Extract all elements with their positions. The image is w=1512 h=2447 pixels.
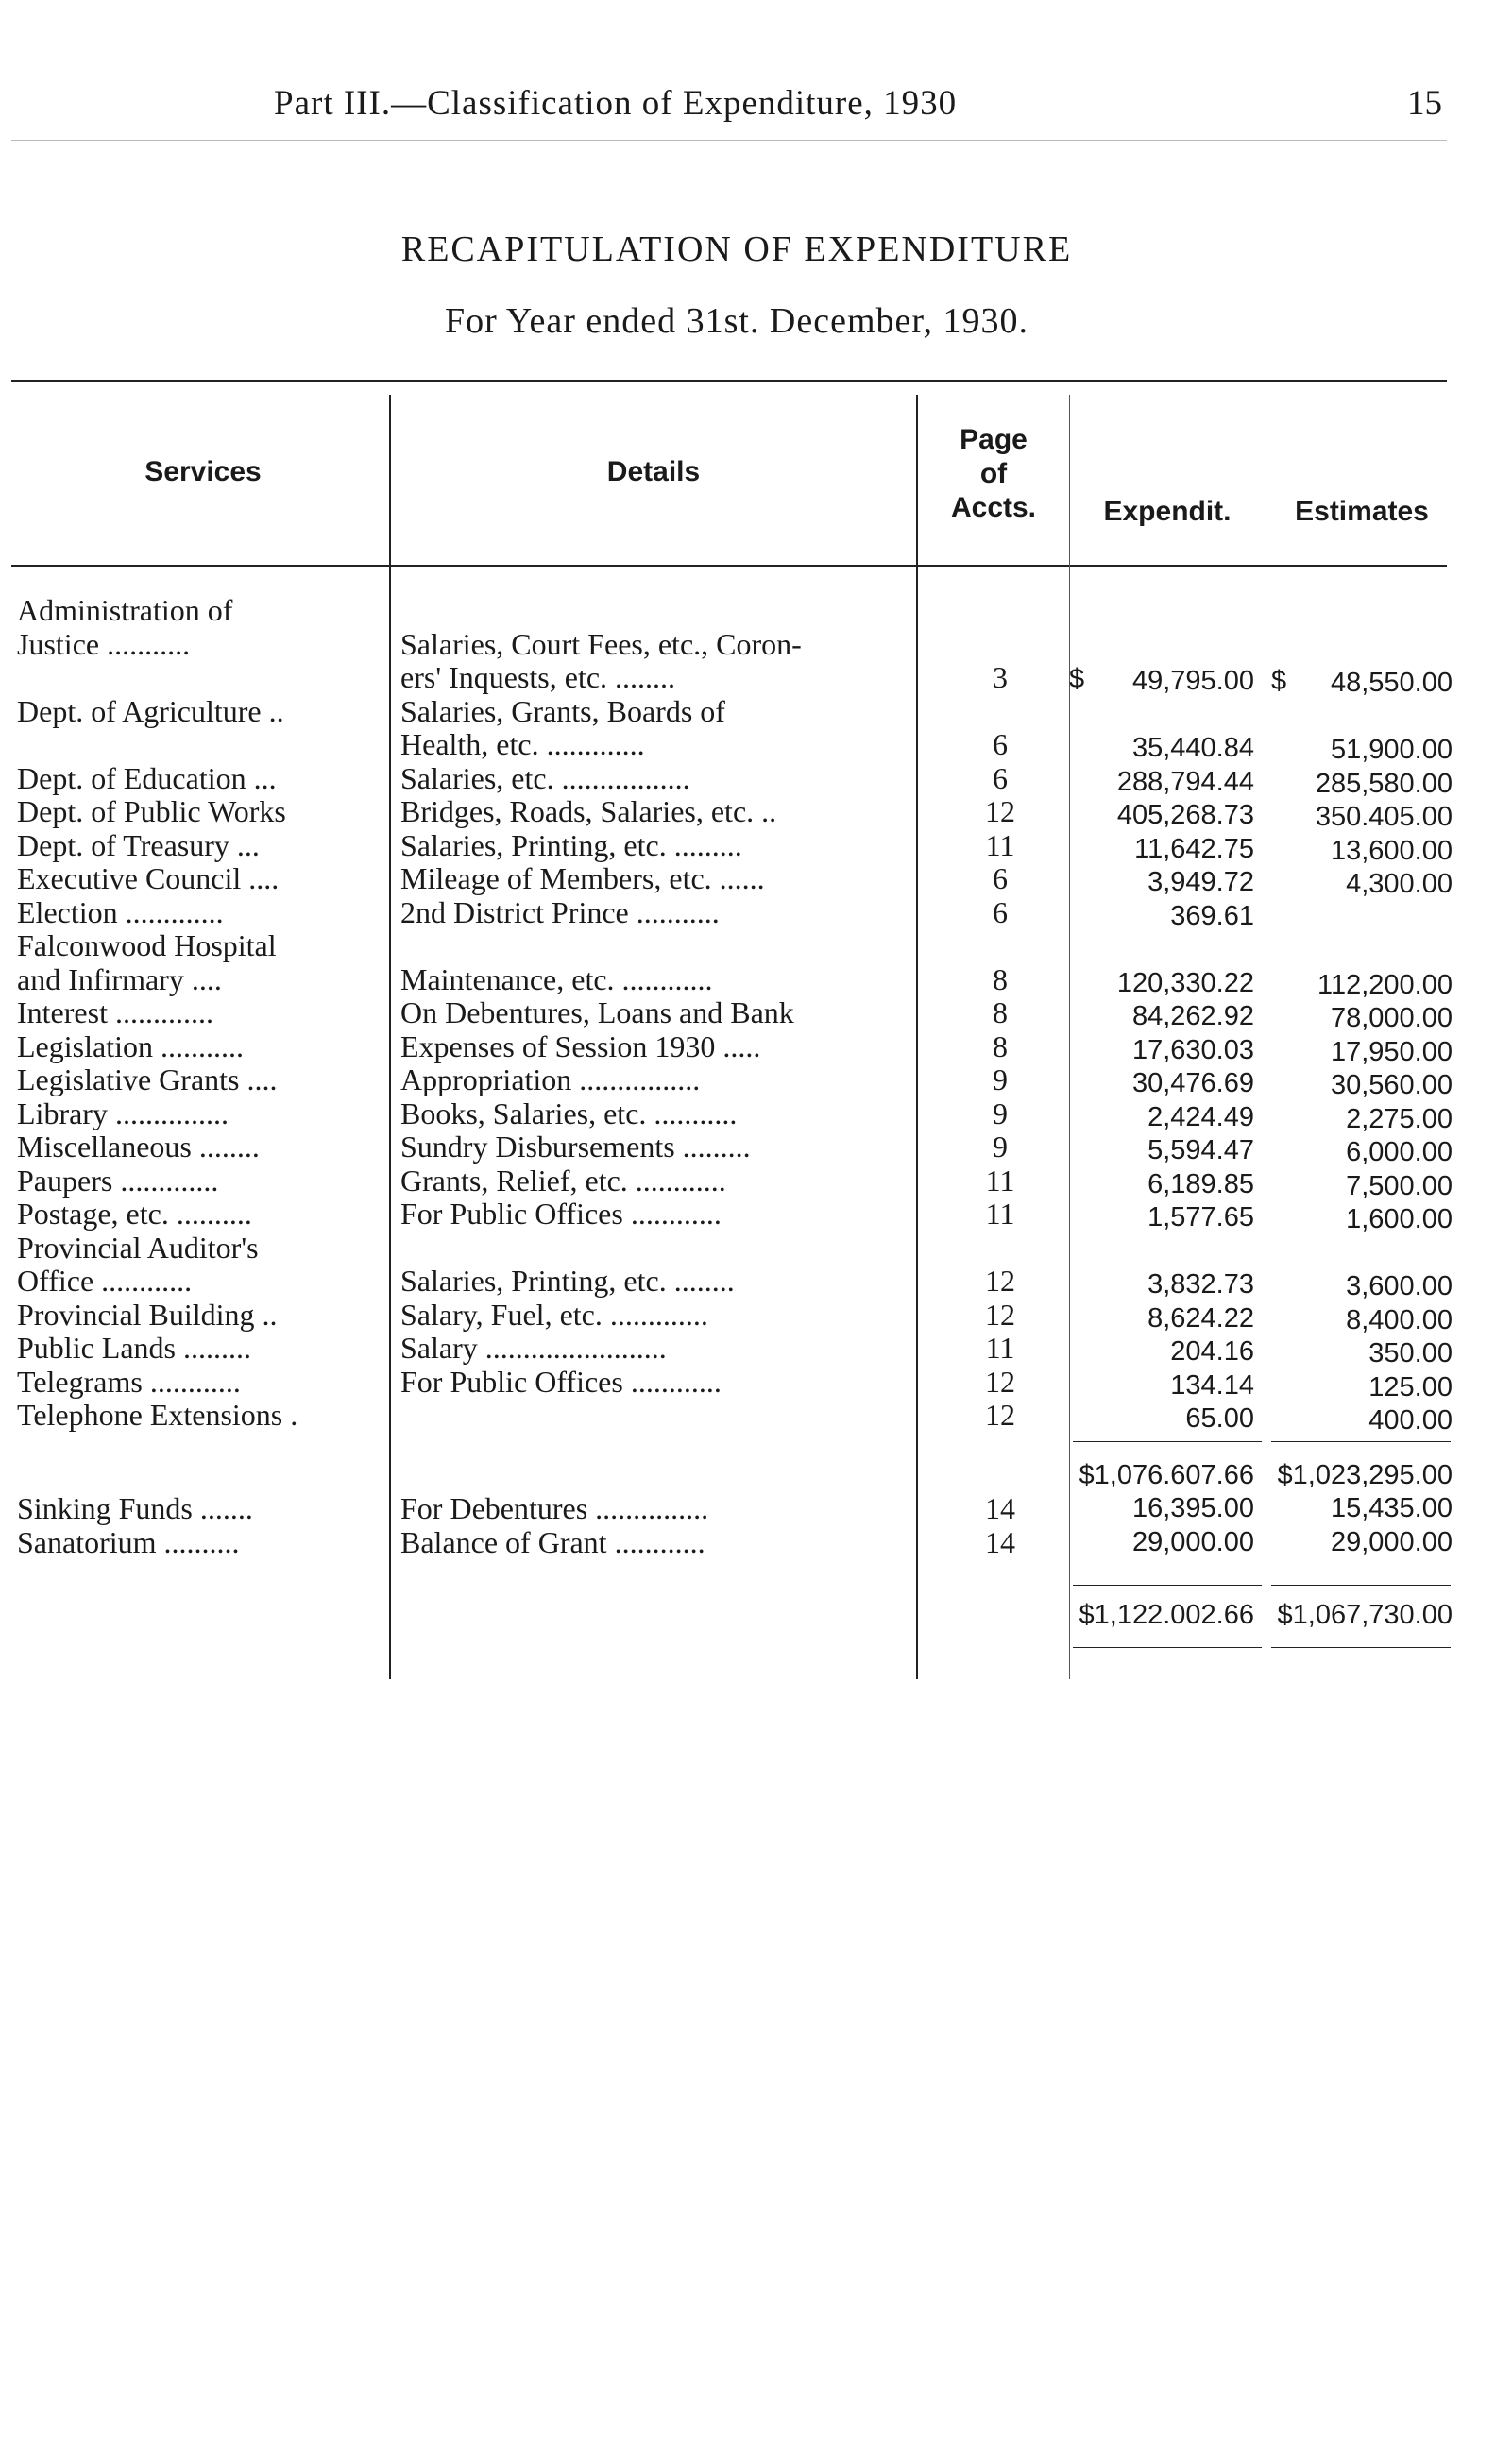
estimate-amount: 13,600.00	[1330, 835, 1453, 866]
column-header-page-line3: Accts.	[950, 492, 1037, 523]
estimate-amount: 285,580.00	[1315, 768, 1453, 799]
service-details: Salary, Fuel, etc. .............	[400, 1297, 708, 1332]
expenditure-amount: 84,262.92	[1131, 1001, 1254, 1031]
grand-total-rule	[1271, 1647, 1451, 1648]
estimate-amount: 1,600.00	[1346, 1204, 1453, 1234]
page-reference: 6	[993, 894, 1008, 929]
service-name: Dept. of Education ...	[17, 760, 277, 795]
service-details: Grants, Relief, etc. ............	[400, 1163, 726, 1198]
expenditure-amount: 120,330.22	[1116, 967, 1254, 998]
estimate-amount: 17,950.00	[1330, 1036, 1453, 1067]
page-reference: 6	[993, 861, 1008, 895]
service-name: and Infirmary ....	[17, 961, 222, 996]
currency-symbol: $	[1069, 664, 1085, 694]
page-reference: 12	[985, 1398, 1015, 1432]
currency-symbol: $	[1271, 666, 1287, 696]
estimate-amount: 6,000.00	[1346, 1137, 1453, 1167]
expenditure-amount: 6,189.85	[1147, 1168, 1254, 1199]
service-name: Provincial Building ..	[17, 1297, 278, 1332]
expenditure-amount: 35,440.84	[1131, 733, 1254, 763]
expenditure-amount: 30,476.69	[1131, 1068, 1254, 1098]
service-name: Public Lands .........	[17, 1331, 251, 1365]
page-reference: 12	[985, 1297, 1015, 1332]
service-details: 2nd District Prince ...........	[400, 894, 720, 929]
grand-total-rule	[1271, 1585, 1451, 1586]
service-details: Appropriation ................	[400, 1062, 701, 1096]
page-reference: 3	[993, 660, 1008, 694]
estimate-amount: 2,275.00	[1346, 1103, 1453, 1134]
service-name: Interest .............	[17, 995, 213, 1029]
page-reference: 8	[993, 1028, 1008, 1063]
expenditure-amount: 3,949.72	[1147, 867, 1254, 897]
table-header-rule	[11, 565, 1447, 567]
expenditure-amount: 8,624.22	[1147, 1302, 1254, 1334]
service-name: Telephone Extensions .	[17, 1398, 298, 1432]
estimate-amount: 15,435.00	[1330, 1493, 1453, 1523]
service-details: Salaries, Court Fees, etc., Coron-	[400, 626, 802, 661]
estimate-amount: 3,600.00	[1346, 1271, 1453, 1301]
service-name: Dept. of Treasury ...	[17, 827, 260, 862]
service-details: Books, Salaries, etc. ...........	[400, 1096, 738, 1130]
column-header-services: Services	[144, 456, 262, 487]
expenditure-amount: 5,594.47	[1147, 1135, 1254, 1165]
page-reference: 12	[985, 794, 1015, 828]
estimate-amount: 125.00	[1368, 1371, 1453, 1402]
expenditure-amount: 369.61	[1170, 900, 1254, 931]
service-name: Administration of	[17, 593, 233, 627]
service-details: Health, etc. .............	[400, 727, 645, 761]
service-name: Paupers .............	[17, 1163, 219, 1198]
expenditure-amount: 11,642.75	[1134, 833, 1254, 864]
table-top-rule	[11, 380, 1447, 382]
service-name: Telegrams ............	[17, 1364, 241, 1399]
subtotal-estimate: $1,023,295.00	[1277, 1459, 1453, 1490]
service-details: Salaries, Grants, Boards of	[400, 693, 725, 728]
estimate-amount: 350.00	[1368, 1338, 1453, 1368]
expenditure-amount: 29,000.00	[1131, 1526, 1254, 1557]
service-name: Office ............	[17, 1264, 193, 1298]
page-reference: 9	[993, 1096, 1008, 1130]
expenditure-amount: 288,794.44	[1116, 766, 1254, 797]
expenditure-amount: 17,630.03	[1131, 1034, 1254, 1065]
estimate-amount: 112,200.00	[1317, 969, 1453, 1000]
expenditure-amount: 16,395.00	[1131, 1493, 1254, 1523]
service-name: Dept. of Public Works	[17, 794, 286, 828]
page-reference: 6	[993, 727, 1008, 761]
service-details: Maintenance, etc. ............	[400, 961, 713, 996]
page-reference: 14	[985, 1491, 1015, 1525]
estimate-amount: 30,560.00	[1330, 1070, 1453, 1100]
service-details: Mileage of Members, etc. ......	[400, 861, 765, 895]
service-details: Expenses of Session 1930 .....	[400, 1028, 761, 1063]
grand-total-rule	[1073, 1647, 1262, 1648]
service-details: Balance of Grant ............	[400, 1524, 705, 1559]
expenditure-amount: 405,268.73	[1116, 800, 1254, 830]
service-name: Legislative Grants ....	[17, 1062, 278, 1096]
page-reference: 9	[993, 1130, 1008, 1164]
expenditure-amount: 2,424.49	[1147, 1101, 1254, 1132]
service-name: Election .............	[17, 894, 224, 929]
page-reference: 11	[985, 1331, 1015, 1365]
service-details: On Debentures, Loans and Bank	[400, 995, 794, 1029]
service-name: Justice ...........	[17, 626, 191, 661]
estimate-amount: 29,000.00	[1330, 1526, 1453, 1557]
header-rule	[11, 140, 1447, 141]
page-reference: 12	[985, 1364, 1015, 1399]
service-details: For Debentures ...............	[400, 1491, 709, 1525]
page-reference: 8	[993, 995, 1008, 1029]
subtotal-rule	[1073, 1441, 1262, 1442]
column-header-page-line1: Page	[960, 424, 1028, 455]
subtotal-expenditure: $1,076.607.66	[1079, 1459, 1254, 1490]
service-details: ers' Inquests, etc. ........	[400, 660, 676, 694]
column-header-expenditure: Expendit.	[1103, 496, 1232, 527]
estimate-amount: 8,400.00	[1346, 1304, 1453, 1335]
column-divider	[389, 395, 391, 1679]
service-name: Provincial Auditor's	[17, 1230, 259, 1265]
page-reference: 11	[985, 1197, 1015, 1231]
service-name: Executive Council ....	[17, 861, 280, 895]
expenditure-amount: 1,577.65	[1147, 1202, 1254, 1232]
column-header-page-line2: of	[979, 458, 1008, 489]
page-reference: 11	[985, 827, 1015, 862]
page-number: 15	[1407, 84, 1442, 123]
column-divider	[916, 395, 918, 1679]
service-details: Salaries, Printing, etc. .........	[400, 827, 742, 862]
service-name: Postage, etc. ..........	[17, 1197, 252, 1231]
column-header-estimates: Estimates	[1295, 496, 1429, 527]
page-reference: 9	[993, 1062, 1008, 1096]
service-details: Salaries, Printing, etc. ........	[400, 1264, 735, 1298]
page-reference: 11	[985, 1163, 1015, 1198]
page-reference: 6	[993, 760, 1008, 795]
expenditure-amount: 204.16	[1170, 1336, 1254, 1367]
service-details: Salaries, etc. .................	[400, 760, 690, 795]
expenditure-amount: 3,832.73	[1147, 1269, 1254, 1300]
service-name: Legislation ...........	[17, 1028, 244, 1063]
estimate-amount: 7,500.00	[1346, 1170, 1453, 1201]
estimate-amount: 48,550.00	[1330, 668, 1453, 698]
grand-total-expenditure: $1,122.002.66	[1079, 1600, 1254, 1630]
service-name: Falconwood Hospital	[17, 928, 277, 962]
expenditure-amount: 134.14	[1170, 1369, 1254, 1401]
estimate-amount: 350.405.00	[1315, 802, 1453, 832]
expenditure-amount: 65.00	[1185, 1403, 1254, 1434]
service-details: For Public Offices ............	[400, 1197, 722, 1231]
expenditure-amount: 49,795.00	[1131, 666, 1254, 696]
document-subtitle: For Year ended 31st. December, 1930.	[444, 301, 1029, 341]
service-details: Salary ........................	[400, 1331, 667, 1365]
subtotal-rule	[1271, 1441, 1451, 1442]
page-reference: 14	[985, 1524, 1015, 1559]
service-name: Dept. of Agriculture ..	[17, 693, 284, 728]
service-name: Miscellaneous ........	[17, 1130, 260, 1164]
service-name: Sanatorium ..........	[17, 1524, 240, 1559]
grand-total-estimate: $1,067,730.00	[1277, 1600, 1453, 1630]
estimate-amount: 4,300.00	[1346, 869, 1453, 899]
estimate-amount: 51,900.00	[1330, 735, 1453, 765]
running-title: Part III.—Classification of Expenditure, 1930	[274, 84, 958, 123]
service-name: Library ...............	[17, 1096, 229, 1130]
page-reference: 8	[993, 961, 1008, 996]
page-reference: 12	[985, 1264, 1015, 1298]
service-details: Bridges, Roads, Salaries, etc. ..	[400, 794, 777, 828]
column-header-details: Details	[606, 456, 701, 487]
grand-total-rule	[1073, 1585, 1262, 1586]
estimate-amount: 78,000.00	[1330, 1003, 1453, 1033]
service-name: Sinking Funds .......	[17, 1491, 253, 1525]
service-details: Sundry Disbursements .........	[400, 1130, 751, 1164]
document-title: RECAPITULATION OF EXPENDITURE	[400, 229, 1073, 269]
estimate-amount: 400.00	[1368, 1405, 1453, 1436]
service-details: For Public Offices ............	[400, 1364, 722, 1399]
